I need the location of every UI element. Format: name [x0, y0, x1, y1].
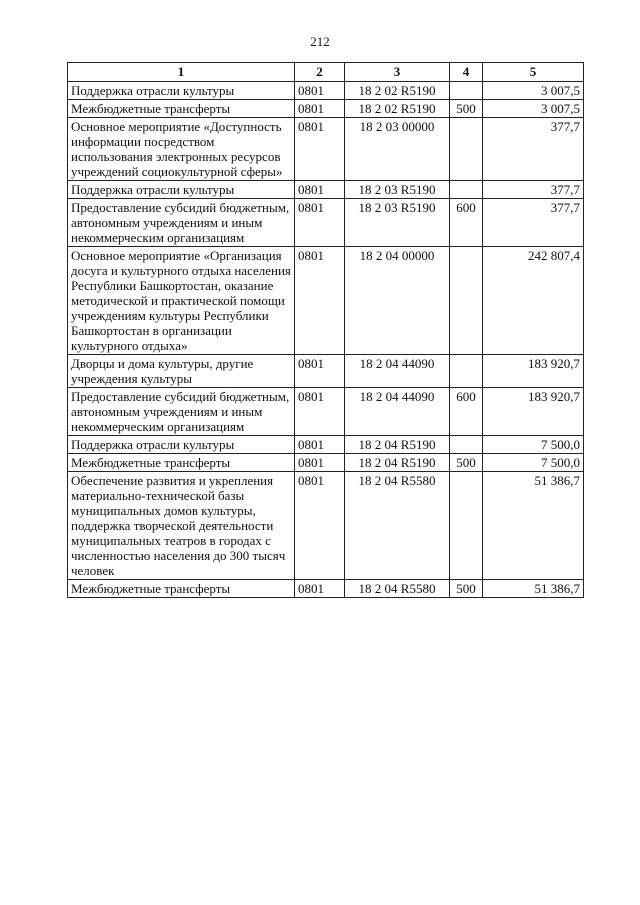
row-type [450, 355, 483, 388]
row-target: 18 2 03 R5190 [345, 181, 450, 199]
row-section: 0801 [295, 436, 345, 454]
row-target: 18 2 04 R5190 [345, 454, 450, 472]
header-col-4: 4 [450, 63, 483, 82]
row-type [450, 118, 483, 181]
row-target: 18 2 04 R5580 [345, 580, 450, 598]
row-amount: 183 920,7 [483, 388, 584, 436]
row-section: 0801 [295, 454, 345, 472]
row-amount: 183 920,7 [483, 355, 584, 388]
header-col-1: 1 [68, 63, 295, 82]
row-target: 18 2 02 R5190 [345, 82, 450, 100]
table-row [68, 436, 584, 454]
row-name: Основное мероприятие «Доступность информации посредством использования электронных ресурсов учреждений социокультурной сферы» [68, 118, 295, 181]
row-amount: 7 500,0 [483, 454, 584, 472]
row-name: Предоставление субсидий бюджетным, автономным учреждениям и иным некоммерческим организациям [68, 388, 295, 436]
row-section: 0801 [295, 247, 345, 355]
row-amount: 242 807,4 [483, 247, 584, 355]
row-target: 18 2 04 R5580 [345, 472, 450, 580]
table-row [68, 82, 584, 100]
row-type [450, 472, 483, 580]
row-section: 0801 [295, 199, 345, 247]
table-row [68, 118, 584, 181]
row-amount: 377,7 [483, 199, 584, 247]
row-type: 500 [450, 100, 483, 118]
row-name: Предоставление субсидий бюджетным, автономным учреждениям и иным некоммерческим организациям [68, 199, 295, 247]
table-row [68, 388, 584, 436]
row-section: 0801 [295, 355, 345, 388]
row-name: Поддержка отрасли культуры [68, 436, 295, 454]
row-target: 18 2 04 44090 [345, 355, 450, 388]
row-target: 18 2 04 44090 [345, 388, 450, 436]
row-target: 18 2 03 R5190 [345, 199, 450, 247]
row-amount: 7 500,0 [483, 436, 584, 454]
table-row [68, 181, 584, 199]
row-type [450, 436, 483, 454]
row-amount: 3 007,5 [483, 100, 584, 118]
header-col-5: 5 [483, 63, 584, 82]
row-type: 600 [450, 199, 483, 247]
table-row [68, 472, 584, 580]
row-section: 0801 [295, 100, 345, 118]
row-amount: 377,7 [483, 181, 584, 199]
row-target: 18 2 04 00000 [345, 247, 450, 355]
row-name: Дворцы и дома культуры, другие учреждения культуры [68, 355, 295, 388]
row-amount: 51 386,7 [483, 580, 584, 598]
table-row [68, 580, 584, 598]
table-row [68, 355, 584, 388]
header-col-3: 3 [345, 63, 450, 82]
header-row [68, 63, 584, 82]
row-amount: 3 007,5 [483, 82, 584, 100]
row-name: Межбюджетные трансферты [68, 580, 295, 598]
row-amount: 51 386,7 [483, 472, 584, 580]
row-type [450, 82, 483, 100]
table-row [68, 454, 584, 472]
page-number: 212 [310, 34, 330, 49]
row-name: Поддержка отрасли культуры [68, 82, 295, 100]
row-type: 500 [450, 580, 483, 598]
row-name: Основное мероприятие «Организация досуга и культурного отдыха населения Республики Башкортостан, оказание методической и практической помощи учреждениям культуры Республики Башкортостан в организации культурного отдыха» [68, 247, 295, 355]
row-target: 18 2 02 R5190 [345, 100, 450, 118]
row-name: Поддержка отрасли культуры [68, 181, 295, 199]
row-section: 0801 [295, 580, 345, 598]
row-name: Межбюджетные трансферты [68, 100, 295, 118]
row-target: 18 2 04 R5190 [345, 436, 450, 454]
budget-table [67, 62, 584, 598]
table-row [68, 199, 584, 247]
row-type: 600 [450, 388, 483, 436]
row-section: 0801 [295, 118, 345, 181]
row-type [450, 181, 483, 199]
row-section: 0801 [295, 472, 345, 580]
row-name: Межбюджетные трансферты [68, 454, 295, 472]
row-section: 0801 [295, 82, 345, 100]
table-row [68, 100, 584, 118]
row-target: 18 2 03 00000 [345, 118, 450, 181]
table-row [68, 247, 584, 355]
row-name: Обеспечение развития и укрепления материально-технической базы муниципальных домов культуры, поддержка творческой деятельности муниципальных театров в городах с численностью населения до 300 тысяч человек [68, 472, 295, 580]
row-amount: 377,7 [483, 118, 584, 181]
row-section: 0801 [295, 181, 345, 199]
row-type [450, 247, 483, 355]
header-col-2: 2 [295, 63, 345, 82]
row-type: 500 [450, 454, 483, 472]
row-section: 0801 [295, 388, 345, 436]
